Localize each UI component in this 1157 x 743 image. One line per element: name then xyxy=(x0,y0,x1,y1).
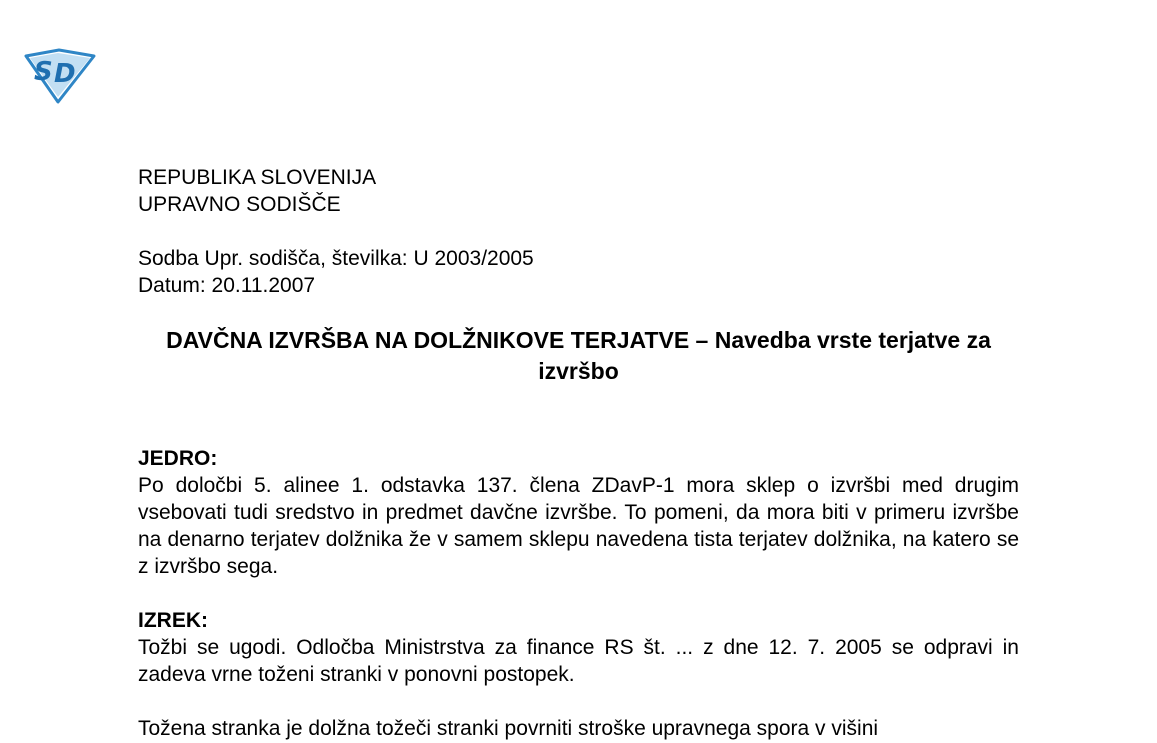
court-name: UPRAVNO SODIŠČE xyxy=(138,193,341,216)
section-heading: JEDRO: xyxy=(138,447,218,470)
section-heading: IZREK: xyxy=(138,609,208,632)
section-costs xyxy=(138,715,1019,742)
svg-text:S: S xyxy=(34,57,53,87)
section-jedro xyxy=(138,445,1019,580)
judgment-date: Datum: 20.11.2007 xyxy=(138,274,316,297)
court-header xyxy=(138,164,1019,218)
section-text: Tožena stranka je dolžna tožeči stranki povrniti stroške upravnega spora v višini xyxy=(138,717,879,740)
document-title: DAVČNA IZVRŠBA NA DOLŽNIKOVE TERJATVE – Navedba vrste terjatve za izvršbo xyxy=(166,327,991,384)
section-text: Tožbi se ugodi. Odločba Ministrstva za finance RS št. ... z dne 12. 7. 2005 se odpravi in zadeva vrne toženi stranki v ponovni postopek. xyxy=(138,636,1019,686)
case-number: Sodba Upr. sodišča, številka: U 2003/2005 xyxy=(138,247,534,270)
svg-text:D: D xyxy=(54,59,76,89)
document-body xyxy=(138,164,1019,742)
court-logo-icon xyxy=(22,48,96,104)
country-name: REPUBLIKA SLOVENIJA xyxy=(138,166,377,189)
section-izrek xyxy=(138,607,1019,688)
case-meta xyxy=(138,245,1019,299)
section-text: Po določbi 5. alinee 1. odstavka 137. člena ZDavP-1 mora sklep o izvršbi med drugim vsebovati tudi sredstvo in predmet davčne izvršbe. To pomeni, da mora biti v primeru izvršbe na denarno terjatev dolžnika že v samem sklepu navedena tista terjatev dolžnika, na katero se z izvršbo sega. xyxy=(138,474,1019,578)
